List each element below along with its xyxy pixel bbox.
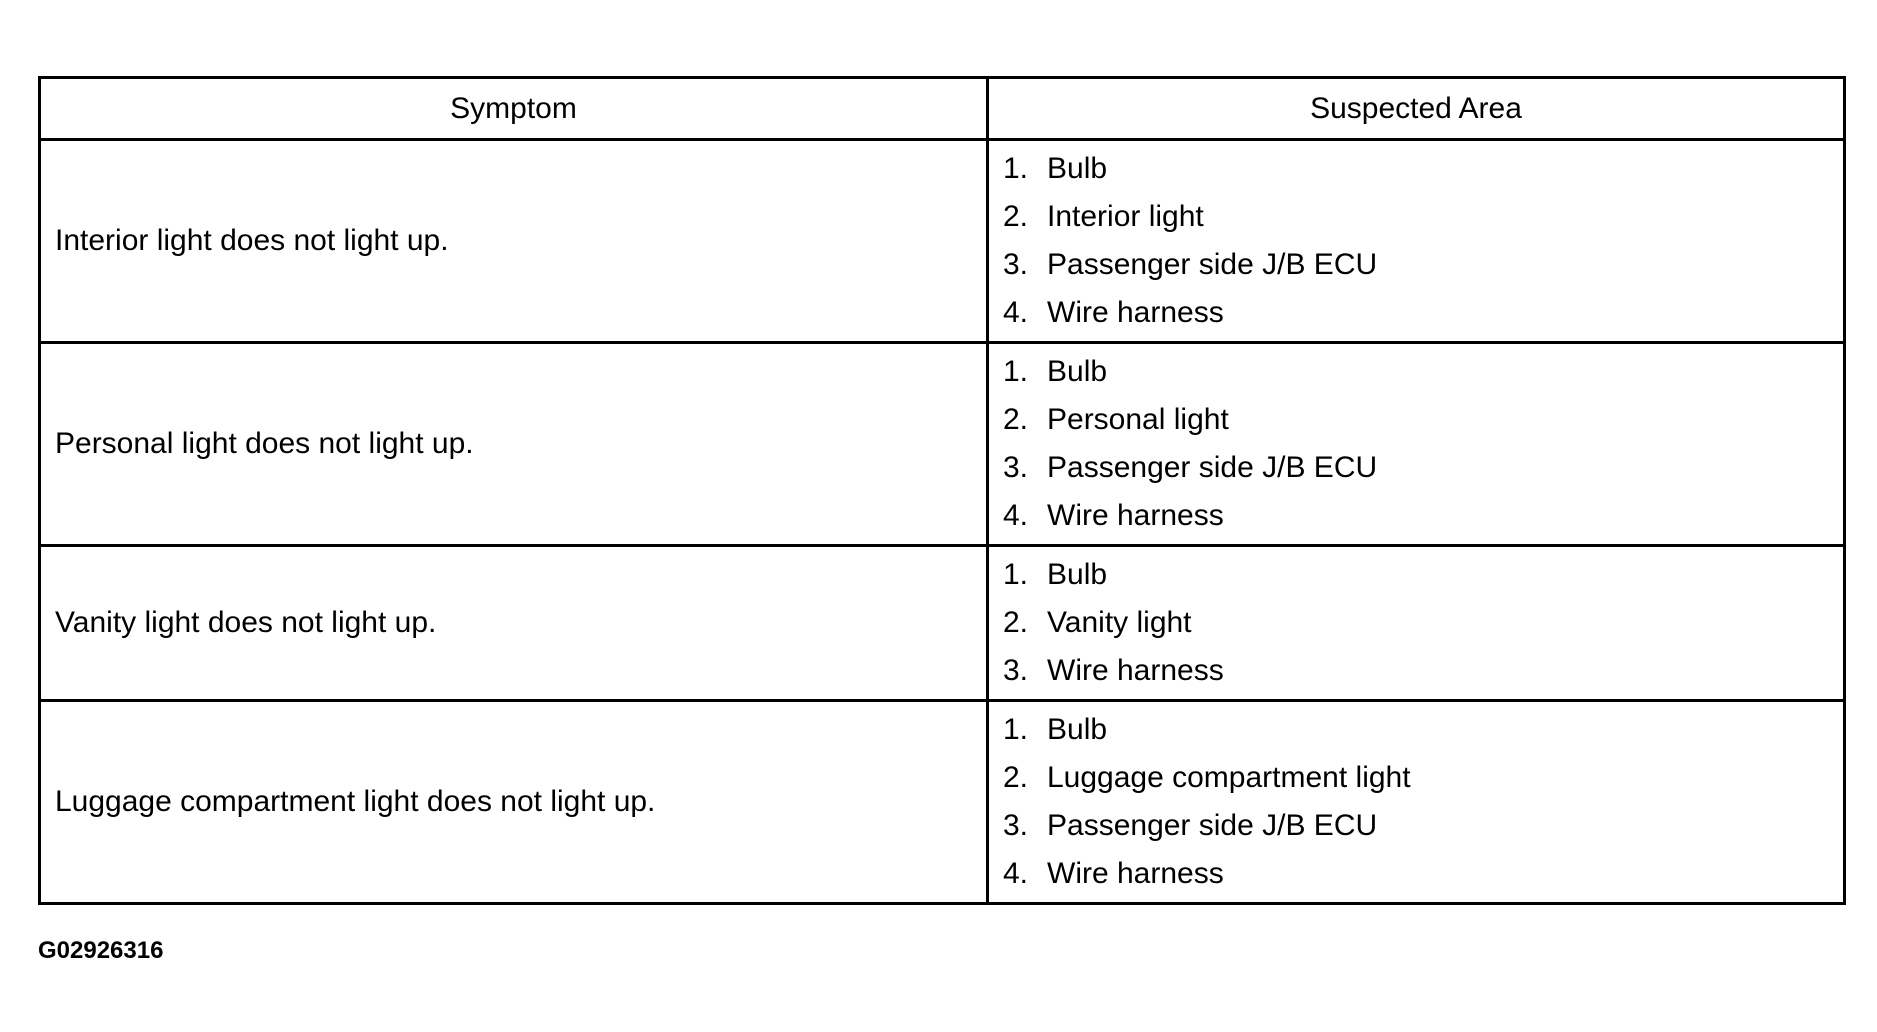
item-text: Passenger side J/B ECU xyxy=(1047,248,1378,281)
item-text: Interior light xyxy=(1047,200,1204,233)
item-number: 2. xyxy=(1003,200,1029,233)
table-row xyxy=(40,140,1845,343)
suspected-area-cell xyxy=(988,343,1845,546)
list-item xyxy=(989,802,1843,850)
list-item xyxy=(989,754,1843,802)
suspected-area-list xyxy=(989,551,1843,695)
suspected-area-list xyxy=(989,348,1843,540)
item-text: Wire harness xyxy=(1047,499,1224,532)
item-number: 4. xyxy=(1003,499,1029,532)
item-number: 2. xyxy=(1003,606,1029,639)
symptom-cell: Vanity light does not light up. xyxy=(40,546,988,701)
symptom-cell: Personal light does not light up. xyxy=(40,343,988,546)
item-number: 3. xyxy=(1003,248,1029,281)
symptom-cell: Interior light does not light up. xyxy=(40,140,988,343)
suspected-area-cell xyxy=(988,546,1845,701)
header-suspected-area: Suspected Area xyxy=(988,78,1845,140)
item-text: Bulb xyxy=(1047,713,1108,746)
item-text: Bulb xyxy=(1047,152,1108,185)
suspected-area-cell xyxy=(988,140,1845,343)
list-item xyxy=(989,145,1843,193)
item-number: 3. xyxy=(1003,654,1029,687)
list-item xyxy=(989,444,1843,492)
list-item xyxy=(989,241,1843,289)
item-text: Passenger side J/B ECU xyxy=(1047,451,1378,484)
item-text: Wire harness xyxy=(1047,857,1224,890)
list-item xyxy=(989,289,1843,337)
list-item xyxy=(989,492,1843,540)
item-number: 4. xyxy=(1003,857,1029,890)
suspected-area-list xyxy=(989,706,1843,898)
item-text: Passenger side J/B ECU xyxy=(1047,809,1378,842)
item-text: Vanity light xyxy=(1047,606,1192,639)
item-text: Bulb xyxy=(1047,355,1108,388)
item-text: Wire harness xyxy=(1047,296,1224,329)
troubleshooting-table xyxy=(38,76,1846,905)
header-symptom: Symptom xyxy=(40,78,988,140)
item-text: Personal light xyxy=(1047,403,1229,436)
item-text: Bulb xyxy=(1047,558,1108,591)
item-text: Wire harness xyxy=(1047,654,1224,687)
item-number: 2. xyxy=(1003,761,1029,794)
list-item xyxy=(989,348,1843,396)
list-item xyxy=(989,850,1843,898)
item-number: 1. xyxy=(1003,152,1029,185)
header-row xyxy=(40,78,1845,140)
item-number: 2. xyxy=(1003,403,1029,436)
table-row xyxy=(40,343,1845,546)
table-row xyxy=(40,701,1845,904)
symptom-cell: Luggage compartment light does not light up. xyxy=(40,701,988,904)
list-item xyxy=(989,193,1843,241)
item-number: 1. xyxy=(1003,558,1029,591)
item-number: 3. xyxy=(1003,809,1029,842)
item-number: 1. xyxy=(1003,713,1029,746)
item-text: Luggage compartment light xyxy=(1047,761,1411,794)
item-number: 4. xyxy=(1003,296,1029,329)
list-item xyxy=(989,599,1843,647)
table-row xyxy=(40,546,1845,701)
item-number: 3. xyxy=(1003,451,1029,484)
suspected-area-list xyxy=(989,145,1843,337)
figure-code: G02926316 xyxy=(38,937,164,964)
list-item xyxy=(989,706,1843,754)
item-number: 1. xyxy=(1003,355,1029,388)
list-item xyxy=(989,396,1843,444)
suspected-area-cell xyxy=(988,701,1845,904)
list-item xyxy=(989,551,1843,599)
list-item xyxy=(989,647,1843,695)
